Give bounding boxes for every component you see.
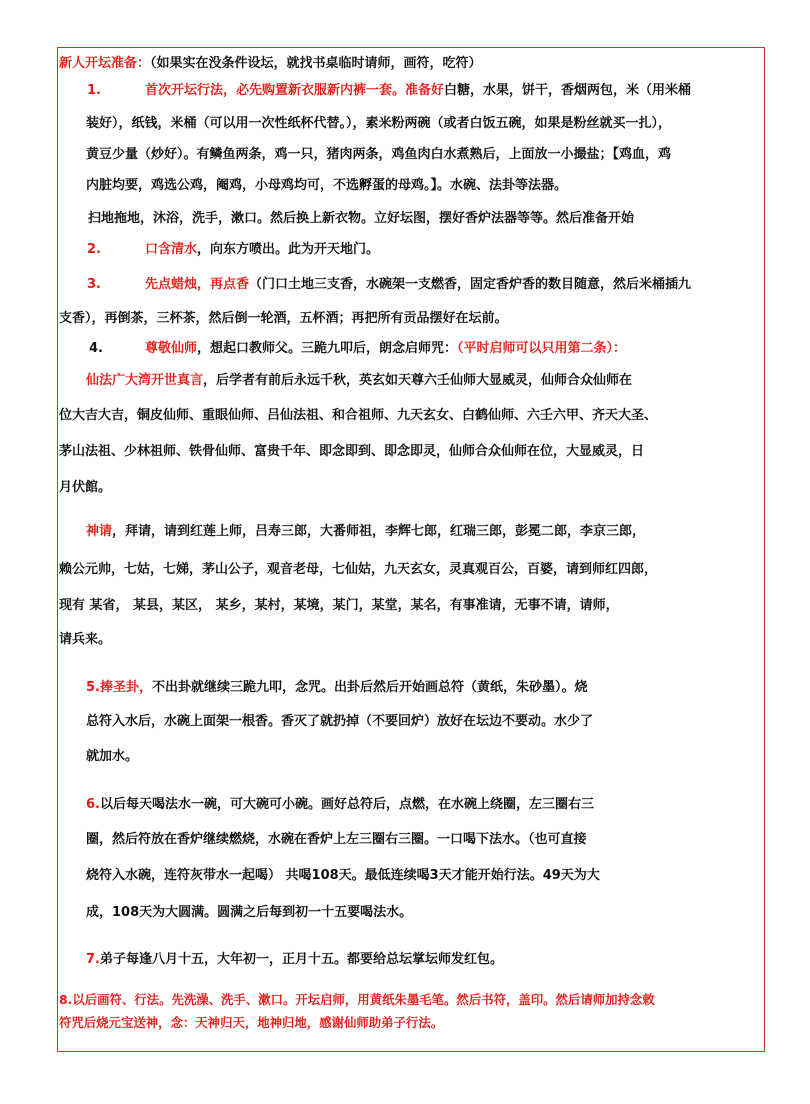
- item-2-line: 2. 口含清水，向东方喷出。此为开天地门。: [87, 242, 380, 257]
- summon-heading: 神请: [86, 524, 113, 539]
- item-1-line-2: 装好），纸钱，米桶（可以用一次性纸杯代替。），素米粉两碗（或者白饭五碗，如果是粉丝就买一扎），: [86, 116, 672, 131]
- summon-line-3: 现有 某省， 某县，某区， 某乡，某村，某境，某门，某堂，某名，有事准请，无事不请，请师，: [59, 598, 619, 613]
- summon-line-1: 神请，拜请，请到红莲上师，吕寿三郎，大番师祖，李辉七郎，红瑞三郎，彭冕二郎，李京三郎，: [86, 524, 646, 539]
- doc-title-note: （如果实在没条件设坛，就找书桌临时请师，画符，吃符）: [150, 56, 482, 71]
- item-1-line-4: 内脏均要，鸡选公鸡，阉鸡，小母鸡均可，不选孵蛋的母鸡。】。水碗、法卦等法器。: [86, 178, 568, 193]
- invocation-line-3: 茅山法祖、少林祖师、铁骨仙师、富贵千年、即念即到、即念即灵，仙师合众仙师在位，大显威灵，日: [59, 444, 645, 459]
- item-5-line-3: 就加水。: [86, 749, 139, 764]
- item-6-line-4: 成，108天为大圆满。圆满之后每到初一十五要喝法水。: [86, 905, 413, 920]
- item-1-line-1: 1. 首次开坛行法，必先购置新衣服新内裤一套。准备好白糖，水果，饼干，香烟两包，米（用米桶: [87, 83, 692, 98]
- doc-title: 新人开坛准备：: [59, 56, 151, 71]
- invocation-line-2: 位大吉大吉，铜皮仙师、重眼仙师、吕仙法祖、和合祖师、九天玄女、白鹤仙师、六壬六甲、齐天大圣、: [59, 408, 658, 423]
- item-1-heading: 首次开坛行法，必先购置新衣服新内裤一套。准备好: [145, 83, 445, 98]
- invocation-line-1: 仙法广大湾开世真言，后学者有前后永远千秋，英玄如天尊六壬仙师大显威灵，仙师合众仙师在: [86, 373, 633, 388]
- item-6-number: 6.: [86, 797, 100, 812]
- invocation-line-4: 月伏館。: [59, 480, 112, 495]
- item-7-number: 7.: [86, 952, 100, 967]
- summon-line-4: 请兵来。: [59, 632, 112, 647]
- document-frame: [57, 47, 765, 1052]
- item-5-heading: 5.捧圣卦，: [86, 680, 152, 695]
- item-6-line-2: 圈，然后符放在香炉继续燃烧，水碗在香炉上左三圈右三圈。一口喝下法水。（也可直接: [86, 832, 587, 847]
- header-line: [59, 55, 482, 73]
- item-8-line-2: 符咒后烧元宝送神，念：天神归天，地神归地，感谢仙师助弟子行法。: [59, 1015, 444, 1030]
- item-4-line: 4. 尊敬仙师，想起口教师父。三跪九叩后，朗念启师咒：（平时启师可以只用第二条）：: [89, 341, 627, 356]
- item-5-line-2: 总符入水后，水碗上面架一根香。香灭了就扔掉（不要回炉）放好在坛边不要动。水少了: [86, 714, 594, 729]
- item-6-line-3: 烧符入水碗，连符灰带水一起喝） 共喝108天。最低连续喝3天才能开始行法。49天为大: [86, 868, 600, 883]
- item-7-line: 7.弟子每逢八月十五，大年初一，正月十五。都要给总坛掌坛师发红包。: [86, 952, 503, 967]
- item-2-heading: 口含清水: [145, 242, 198, 257]
- item-8-line-1: 8.以后画符、行法。先洗澡、洗手、漱口。开坛启师，用黄纸朱墨毛笔。然后书符，盖印。然后请师加持念敕: [59, 992, 655, 1007]
- item-1-number: 1.: [87, 83, 101, 98]
- summon-line-2: 赖公元帅，七姑，七娣，茅山公子，观音老母，七仙姑，九天玄女，灵真观百公，百婆，请到师红四郎，: [59, 562, 658, 577]
- item-4-heading: 尊敬仙师: [145, 341, 198, 356]
- item-5-line-1: 5.捧圣卦，不出卦就继续三跪九叩，念咒。出卦后然后开始画总符（黄纸，朱砂墨）。烧: [86, 680, 588, 695]
- item-6-line-1: 6.以后每天喝法水一碗，可大碗可小碗。画好总符后，点燃，在水碗上绕圈，左三圈右三: [86, 797, 594, 812]
- item-3-heading: 先点蜡烛，再点香: [145, 277, 250, 292]
- item-1-line-3: 黄豆少量（炒好）。有鳞鱼两条，鸡一只，猪肉两条，鸡鱼肉白水煮熟后，上面放一小撮盐；【鸡血，鸡: [86, 147, 672, 162]
- item-1-line-5: 扫地拖地，沐浴，洗手，漱口。然后换上新衣物。立好坛图，摆好香炉法器等等。然后准备开始: [88, 211, 635, 226]
- item-3-line-2: 支香），再倒茶，三杯茶，然后倒一轮酒，五杯酒；再把所有贡品摆好在坛前。: [59, 311, 508, 326]
- invocation-heading: 仙法广大湾开世真言: [86, 373, 204, 388]
- item-3-line-1: 3. 先点蜡烛，再点香（门口土地三支香，水碗架一支燃香，固定香炉香的数目随意，然后米桶插九: [87, 277, 692, 292]
